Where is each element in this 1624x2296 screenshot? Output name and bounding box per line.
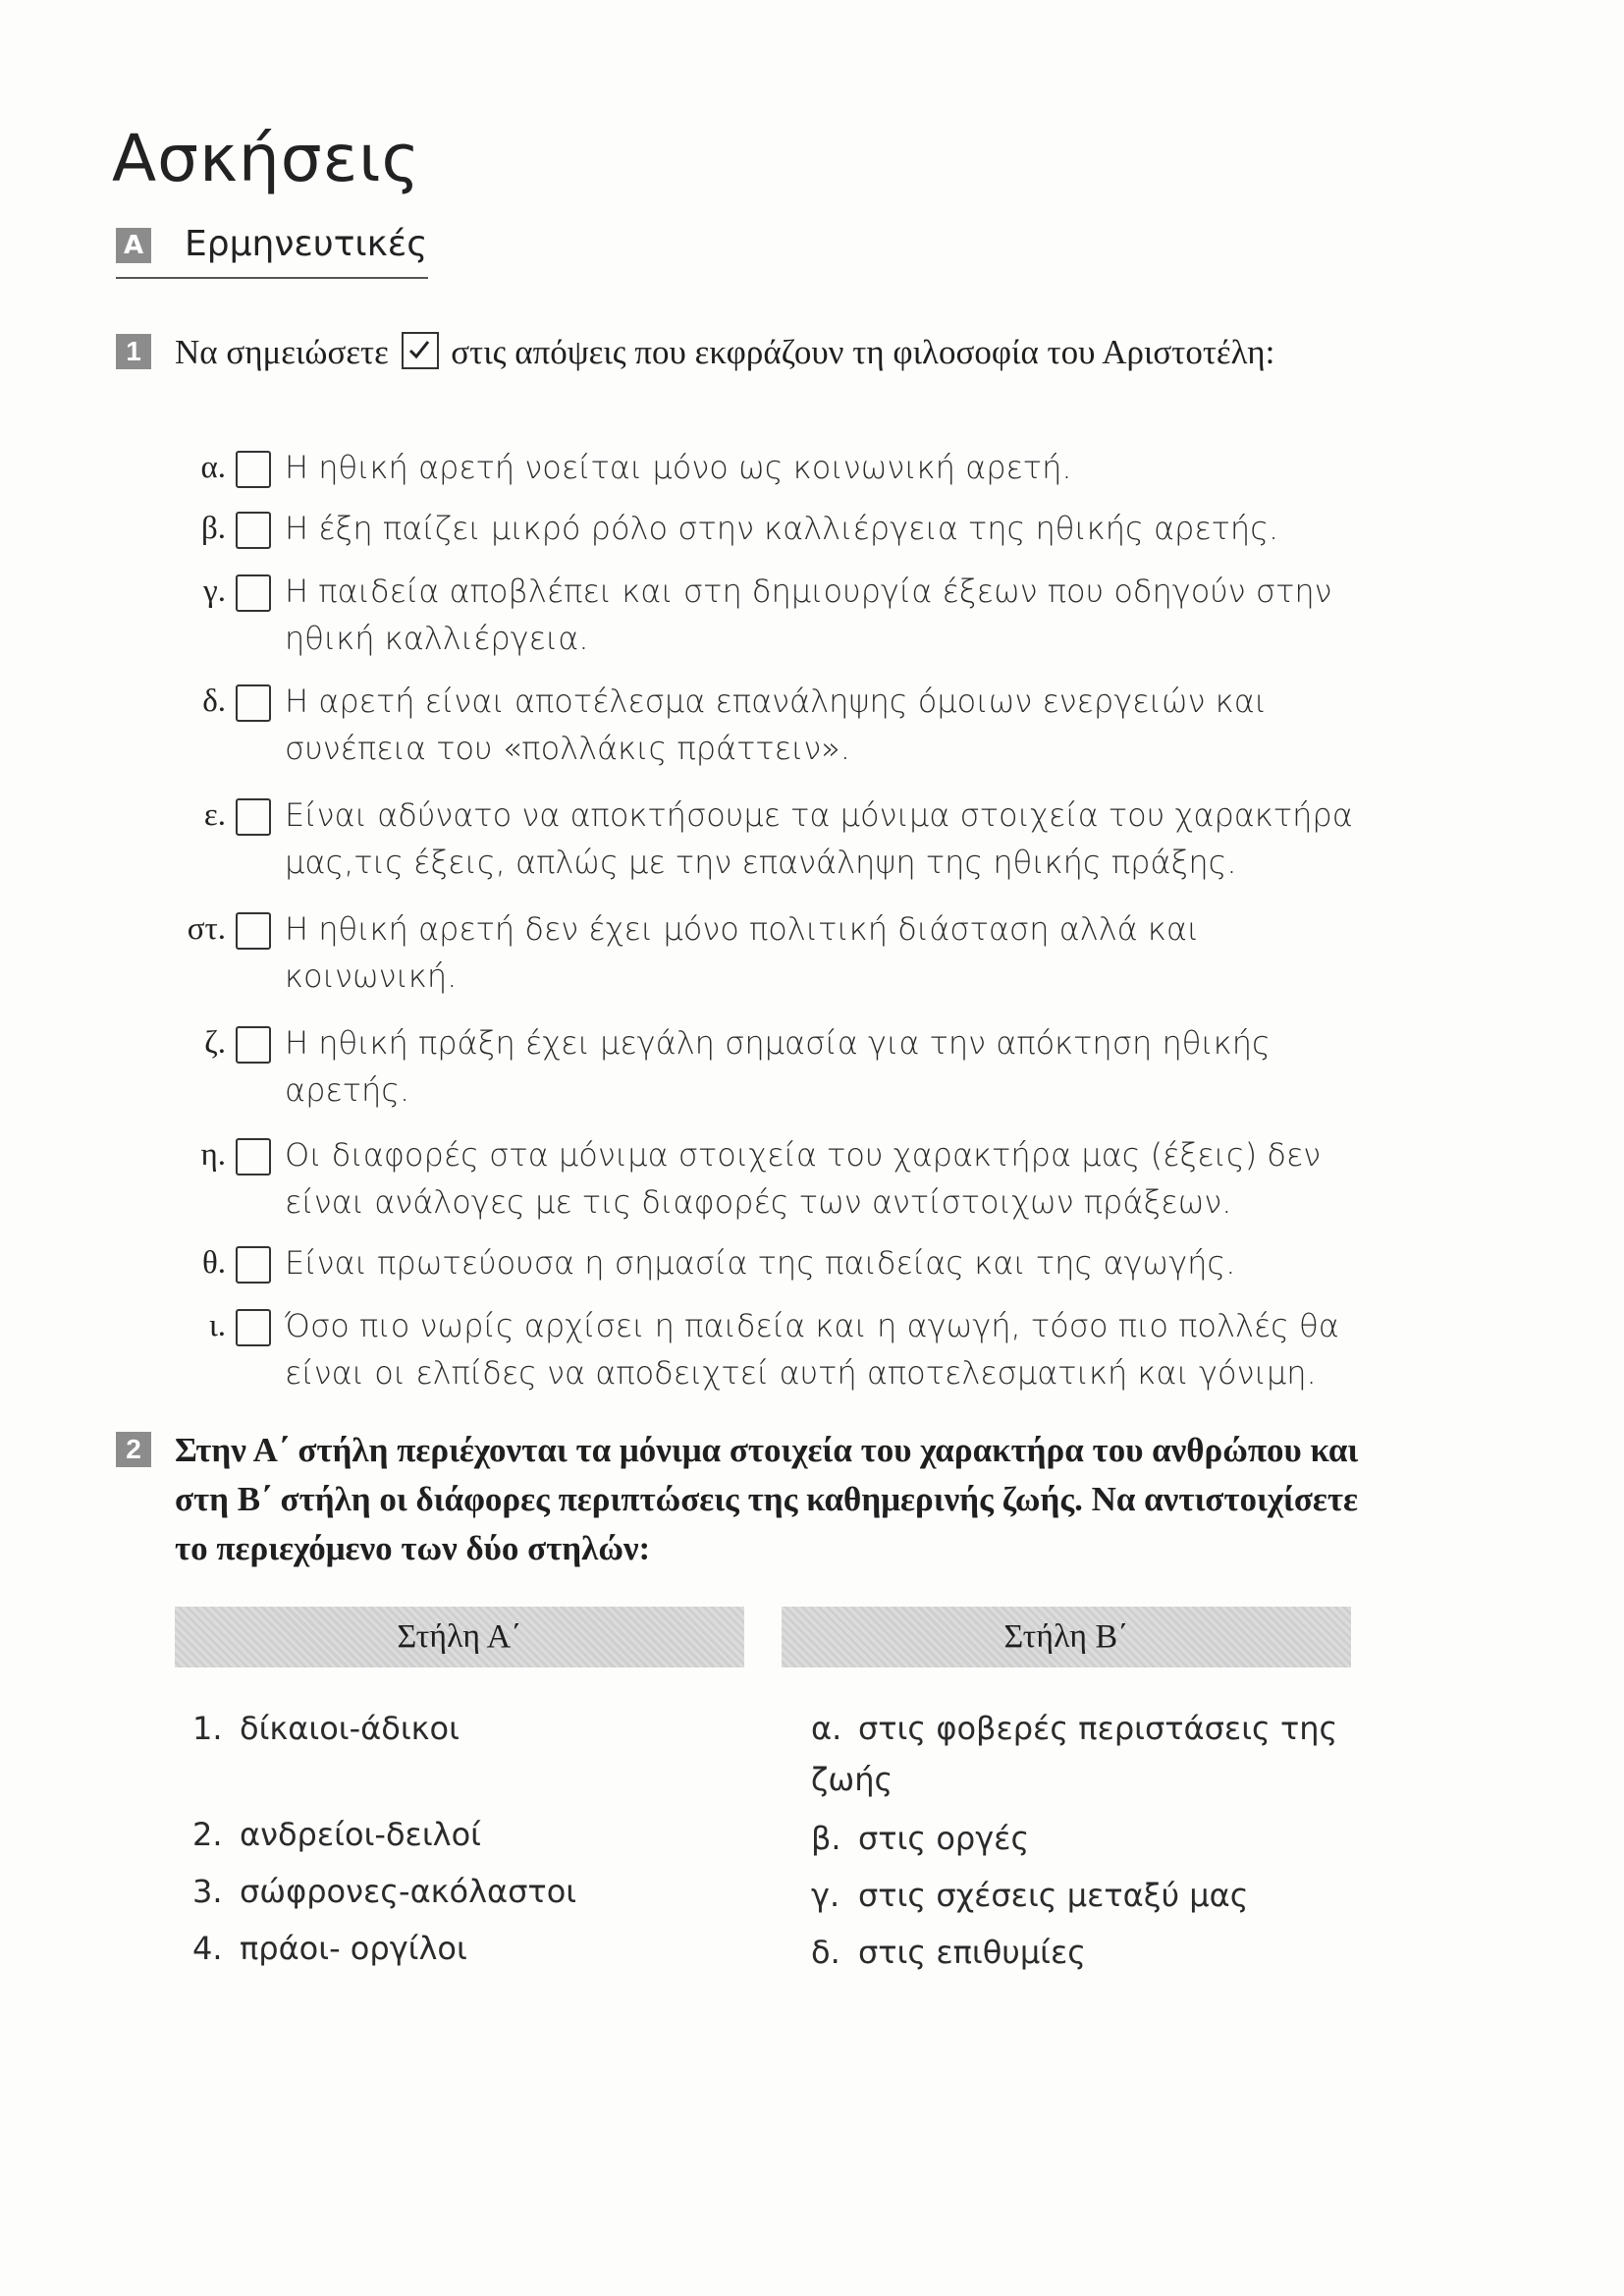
- item-letter: ζ.: [204, 1025, 226, 1061]
- answer-checkbox[interactable]: [236, 1026, 271, 1064]
- column-a-item-number: 3.: [192, 1873, 223, 1910]
- column-a-item-number: 4.: [192, 1930, 223, 1967]
- item-text: Η ηθική πράξη έχει μεγάλη σημασία για την απόκτηση ηθικής αρετής.: [285, 1024, 1271, 1109]
- item-letter: ι.: [208, 1308, 226, 1343]
- exercise-1-item-e: [147, 792, 1384, 900]
- item-letter: β.: [200, 511, 226, 546]
- column-b-item-text: στις φοβερές περιστάσεις της ζωής: [811, 1710, 1338, 1798]
- column-a-item-text: πράοι- οργίλοι: [240, 1930, 467, 1967]
- answer-checkbox[interactable]: [236, 451, 271, 488]
- column-b-item: [811, 1870, 1361, 1921]
- answer-checkbox[interactable]: [236, 512, 271, 549]
- checkmark-box-icon: [402, 332, 439, 369]
- item-letter: στ.: [187, 911, 226, 947]
- section-title: Ερμηνευτικές: [185, 224, 428, 264]
- column-b-item-letter: α.: [811, 1710, 842, 1747]
- column-b-item-letter: β.: [811, 1820, 841, 1857]
- exercise-1-number-badge: 1: [116, 334, 151, 369]
- column-b-item: [811, 1813, 1361, 1864]
- item-text: Η ηθική αρετή νοείται μόνο ως κοινωνική αρετή.: [285, 449, 1072, 486]
- item-text: Είναι πρωτεύουσα η σημασία της παιδείας και της αγωγής.: [285, 1244, 1236, 1282]
- item-letter: ε.: [203, 797, 226, 833]
- section-header: [116, 220, 430, 279]
- exercise-1-prompt-start: Να σημειώσετε: [175, 333, 389, 371]
- answer-checkbox[interactable]: [236, 574, 271, 612]
- column-a-item-text: ανδρείοι-δειλοί: [240, 1816, 481, 1853]
- column-b-item-text: στις επιθυμίες: [858, 1934, 1087, 1971]
- item-text: Η παιδεία αποβλέπει και στη δημιουργία έξεων που οδηγούν στην ηθική καλλιέργεια.: [285, 573, 1332, 657]
- item-letter: γ.: [203, 574, 226, 609]
- answer-checkbox[interactable]: [236, 912, 271, 950]
- column-a-item: [192, 1866, 742, 1917]
- column-a-item-text: σώφρονες-ακόλαστοι: [240, 1873, 577, 1910]
- exercise-1-item-d: [147, 678, 1384, 786]
- column-a-item-text: δίκαιοι-άδικοι: [240, 1710, 460, 1747]
- column-b-item-letter: δ.: [811, 1934, 840, 1971]
- exercise-1-item-h: [147, 1131, 1384, 1239]
- column-b-item-text: στις οργές: [858, 1820, 1030, 1857]
- item-text: Η ηθική αρετή δεν έχει μόνο πολιτική διάσταση αλλά και κοινωνική.: [285, 910, 1200, 995]
- column-b-item-text: στις σχέσεις μεταξύ μας: [858, 1877, 1249, 1914]
- column-b-item-letter: γ.: [811, 1877, 840, 1914]
- column-b-header: Στήλη Β΄: [782, 1607, 1351, 1667]
- exercise-1-item-st: [147, 905, 1384, 1013]
- item-text: Είναι αδύνατο να αποκτήσουμε τα μόνιμα στοιχεία του χαρακτήρα μας,τις έξεις, απλώς με την επανάληψη της ηθικής πράξης.: [285, 796, 1353, 881]
- answer-checkbox[interactable]: [236, 798, 271, 836]
- column-a-item: [192, 1923, 742, 1974]
- exercise-2-number-badge: 2: [116, 1432, 151, 1467]
- page-title: Ασκήσεις: [112, 121, 421, 197]
- answer-checkbox[interactable]: [236, 684, 271, 722]
- column-a-item-number: 2.: [192, 1816, 223, 1853]
- item-letter: η.: [200, 1137, 226, 1173]
- item-text: Η αρετή είναι αποτέλεσμα επανάληψης όμοιων ενεργειών και συνέπεια του «πολλάκις πράττειν».: [285, 683, 1268, 767]
- exercise-1-prompt: [175, 328, 1392, 377]
- exercise-1-item-i: [147, 1302, 1384, 1410]
- exercise-1-item-c: [147, 568, 1384, 676]
- item-letter: δ.: [202, 683, 226, 719]
- item-text: Η έξη παίζει μικρό ρόλο στην καλλιέργεια της ηθικής αρετής.: [285, 510, 1279, 547]
- exercise-1-item-z: [147, 1019, 1384, 1127]
- answer-checkbox[interactable]: [236, 1246, 271, 1284]
- section-underline: [116, 277, 428, 279]
- item-letter: α.: [200, 450, 226, 485]
- item-text: Οι διαφορές στα μόνιμα στοιχεία του χαρακτήρα μας (έξεις) δεν είναι ανάλογες με τις διαφορές των αντίστοιχων πράξεων.: [285, 1136, 1322, 1221]
- column-a-item: [192, 1809, 742, 1860]
- column-b-item: [811, 1703, 1341, 1805]
- exercise-1-prompt-end: στις απόψεις που εκφράζουν τη φιλοσοφία του Αριστοτέλη:: [451, 333, 1275, 371]
- answer-checkbox[interactable]: [236, 1309, 271, 1346]
- column-a-header: Στήλη Α΄: [175, 1607, 744, 1667]
- column-a-item-number: 1.: [192, 1710, 223, 1747]
- column-a-item: [192, 1703, 742, 1754]
- column-b-item: [811, 1927, 1361, 1978]
- exercise-2-prompt: Στην Α΄ στήλη περιέχονται τα μόνιμα στοιχεία του χαρακτήρα του ανθρώπου και στη Β΄ στήλη οι διάφορες περιπτώσεις της καθημερινής ζωής. Να αντιστοιχίσετε το περιεχόμενο των δύο στηλών:: [175, 1431, 1359, 1567]
- item-letter: θ.: [201, 1245, 226, 1281]
- item-text: Όσο πιο νωρίς αρχίσει η παιδεία και η αγωγή, τόσο πιο πολλές θα είναι οι ελπίδες να αποδειχτεί αυτή αποτελεσματική και γόνιμη.: [285, 1307, 1339, 1392]
- answer-checkbox[interactable]: [236, 1138, 271, 1175]
- section-label-badge: A: [116, 228, 151, 263]
